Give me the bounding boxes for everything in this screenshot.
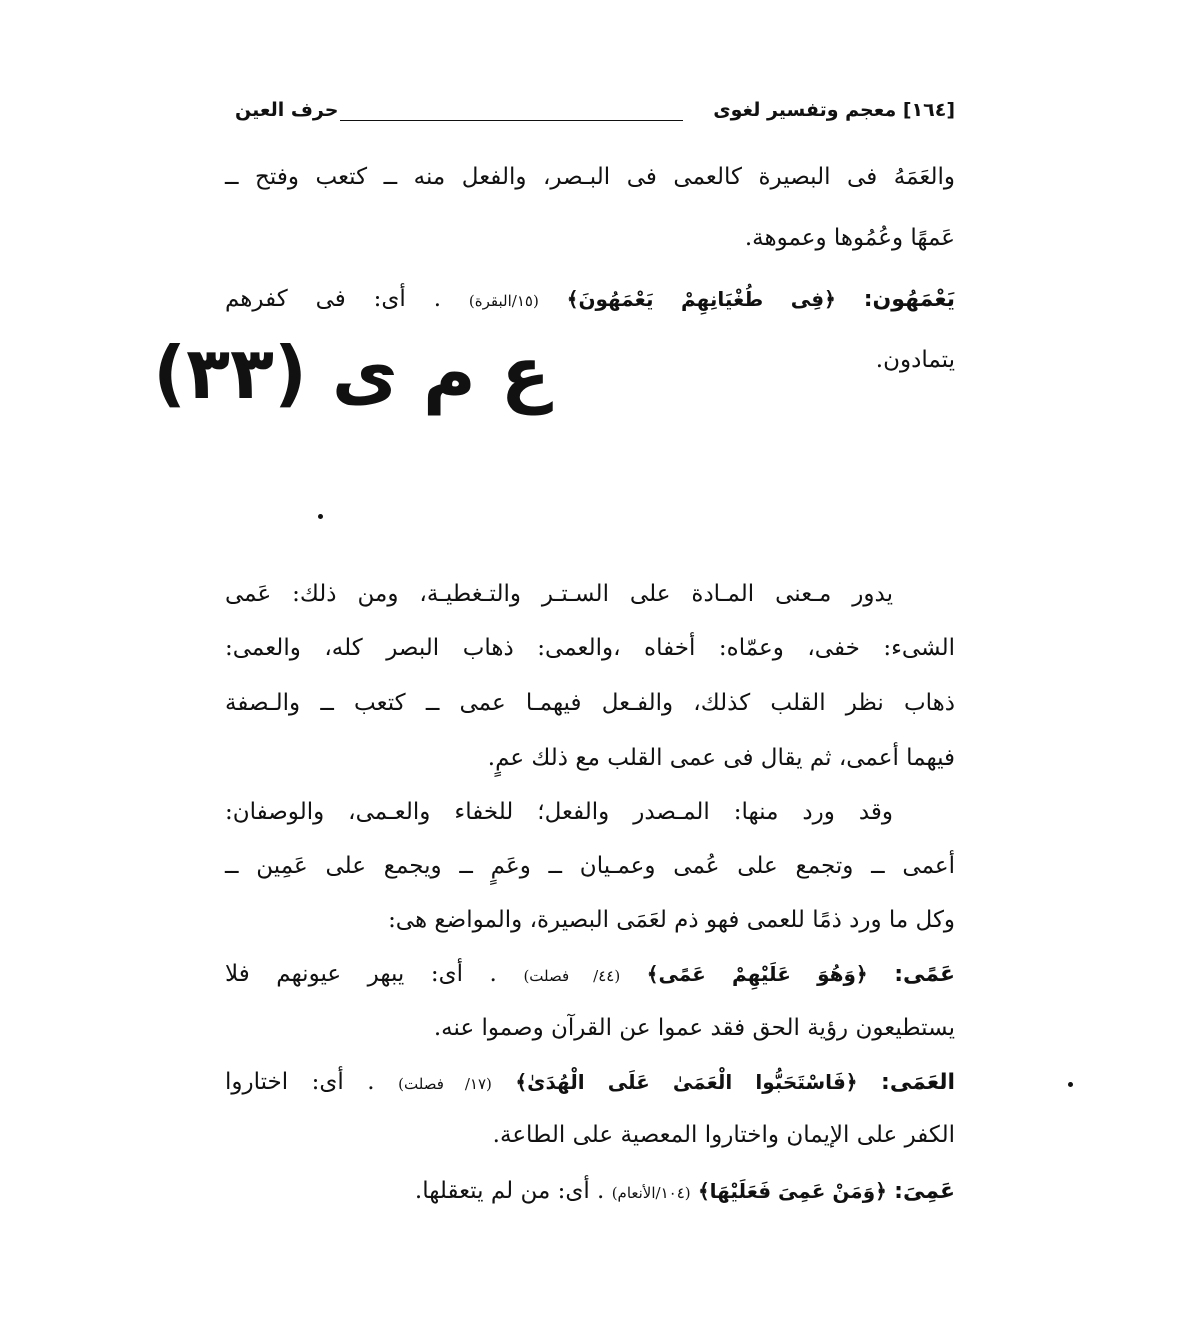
paragraph-line: أعمى ــ وتجمع على عُمى وعمـيان ــ وعَمٍ ــ ويجمع على عَمِين ــ <box>225 853 955 879</box>
intro-line: عَمهًا وعُمُوها وعموهة. <box>744 225 955 251</box>
paragraph-line: يدور مـعنى المـادة على السـتـر والتـغطيـة، ومن ذلك: عَمى <box>225 581 893 607</box>
scan-speck <box>1068 1082 1073 1087</box>
quran-verse: ﴿وَهُوَ عَلَيْهِمْ عَمًى﴾ <box>646 962 868 986</box>
entry-line <box>225 1066 955 1100</box>
entry-gloss: . أى: من لم يتعقلها. <box>414 1178 605 1204</box>
verse-reference: (١٠٤/الأنعام) <box>611 1184 691 1202</box>
verse-reference: (١٧/ فصلت) <box>398 1075 492 1093</box>
header-rule <box>340 120 683 121</box>
quran-verse: ﴿وَمَنْ عَمِىَ فَعَلَيْهَا﴾ <box>697 1179 887 1203</box>
quran-verse: ﴿فَاسْتَحَبُّوا الْعَمَىٰ عَلَى الْهُدَىٰ﴾ <box>515 1070 858 1094</box>
paragraph-line: وقد ورد منها: المـصدر والفعل؛ للخفاء والعـمى، والوصفان: <box>225 799 893 825</box>
entry-term: يَعْمَهُون: <box>863 287 956 312</box>
verse-reference: (٤٤/ فصلت) <box>523 967 621 985</box>
intro-line: والعَمَهُ فى البصيرة كالعمى فى البـصر، والفعل منه ــ كتعب وفتح ــ <box>225 164 955 190</box>
section-title: حرف العين <box>235 99 339 121</box>
section-heading: ع م ى (٣٣) <box>153 331 550 415</box>
quran-verse: ﴿فِى طُغْيَانِهِمْ يَعْمَهُونَ﴾ <box>566 287 836 311</box>
paragraph-line: وكل ما ورد ذمًا للعمى فهو ذم لعَمَى البصيرة، والمواضع هى: <box>388 907 955 933</box>
entry-line <box>225 283 955 317</box>
entry-gloss: . أى: يبهر عيونهم فلا <box>225 961 497 987</box>
page-label: [١٦٤] معجم وتفسير لغوى <box>713 99 955 121</box>
paragraph-line: فيهما أعمى، ثم يقال فى عمى القلب مع ذلك عمٍ. <box>487 745 955 771</box>
paragraph-line: الشىء: خفى، وعمّاه: أخفاه ،والعمى: ذهاب البصر كله، والعمى: <box>225 635 955 661</box>
paragraph-line: ذهاب نظر القلب كذلك، والفـعل فيهمـا عمى ــ كتعب ــ والـصفة <box>225 690 955 716</box>
entry-term: عَمًى: <box>894 962 956 987</box>
scan-speck <box>318 514 323 519</box>
entry-line: يتمادون. <box>875 347 955 373</box>
entry-term: عَمِىَ: <box>894 1179 955 1204</box>
entry-line <box>225 958 955 992</box>
running-header <box>225 95 955 129</box>
entry-term: العَمَى: <box>881 1070 956 1095</box>
verse-reference: (١٥/البقرة) <box>468 292 539 310</box>
entry-line <box>225 1175 955 1209</box>
entry-gloss: . أى: اختاروا <box>225 1069 375 1095</box>
entry-line: يستطيعون رؤية الحق فقد عموا عن القرآن وصموا عنه. <box>433 1015 955 1041</box>
entry-line: الكفر على الإيمان واختاروا المعصية على الطاعة. <box>492 1122 955 1148</box>
entry-gloss: . أى: فى كفرهم <box>225 286 442 312</box>
